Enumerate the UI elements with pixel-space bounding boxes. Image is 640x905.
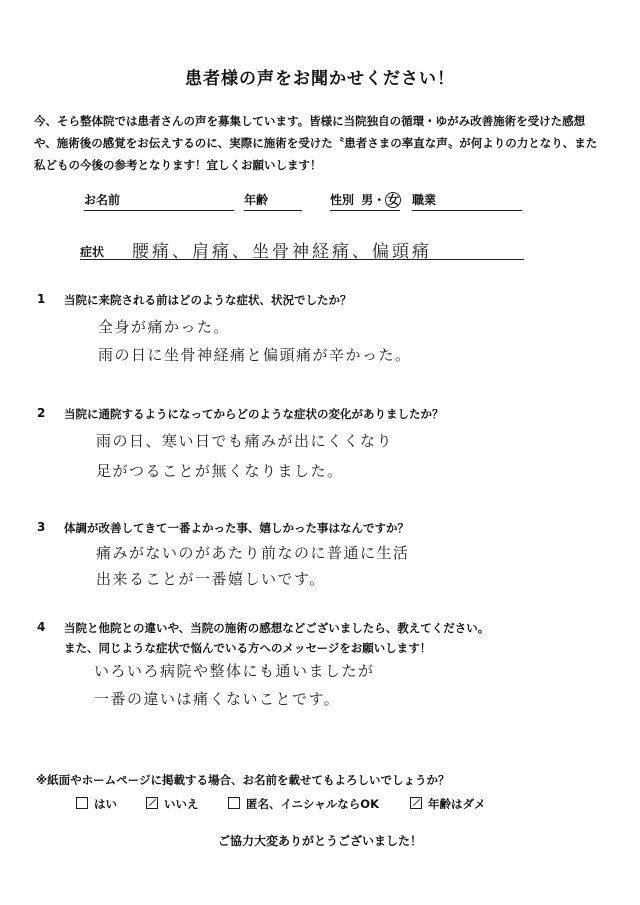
consent-option-age-no-label: 年齢はダメ xyxy=(428,797,486,811)
answer-4-line-1: いろいろ病院や整体にも通いましたが xyxy=(94,662,375,680)
age-field xyxy=(244,191,302,211)
question-4-text-2: また、同じような症状で悩んでいる方へのメッセージをお願いします！ xyxy=(64,641,432,655)
consent-option-anonymous-label: 匿名、イニシャルならOK xyxy=(246,797,379,811)
job-field xyxy=(412,191,522,211)
checkbox-yes[interactable] xyxy=(76,797,88,809)
gender-field: 性別 男・ 女 xyxy=(330,191,400,211)
consent-option-yes[interactable] xyxy=(76,796,117,812)
symptom-label: 症状 xyxy=(80,245,105,259)
question-2-text: 当院に通院するようになってからどのような症状の変化がありましたか？ xyxy=(64,407,444,421)
question-1-text: 当院に来院される前はどのような症状、状況でしたか？ xyxy=(64,293,352,307)
name-label: お名前 xyxy=(84,193,121,207)
consent-option-no-label: いいえ xyxy=(164,797,199,811)
answer-4-line-2: 一番の違いは痛くないことです。 xyxy=(94,690,341,708)
age-label: 年齢 xyxy=(244,193,269,207)
consent-option-age-no[interactable] xyxy=(410,796,486,812)
checkbox-anonymous[interactable] xyxy=(228,797,240,809)
consent-option-no[interactable] xyxy=(146,796,199,812)
answer-3-line-1: 痛みがないのがあたり前なのに普通に生活 xyxy=(96,544,410,562)
question-1-number: 1 xyxy=(37,292,46,306)
symptom-row xyxy=(80,237,524,260)
question-3-number: 3 xyxy=(37,520,46,534)
consent-option-anonymous[interactable] xyxy=(228,796,379,812)
symptom-value: 腰痛、肩痛、坐骨神経痛、偏頭痛 xyxy=(132,242,432,262)
gender-male: 男 xyxy=(361,193,374,207)
question-2-number: 2 xyxy=(37,406,46,420)
job-label: 職業 xyxy=(412,193,437,207)
checkbox-no[interactable] xyxy=(146,797,158,809)
footer-thanks: ご協力大変ありがとうございました！ xyxy=(217,834,422,848)
consent-option-yes-label: はい xyxy=(94,797,117,811)
intro-text: 今、そら整体院では患者さんの声を募集しています。皆様に当院独自の循環・ゆがみ改善施術を受けた感想や、施術後の感覚をお伝えするのに、実際に施術を受けた〝患者さまの率直な声〟が何よりの力となり、また私どもの今後の参考となります！宜しくお願いします！ xyxy=(34,114,598,172)
checkbox-age-no[interactable] xyxy=(410,797,422,809)
question-4-text: 当院と他院との違いや、当院の施術の感想などございましたら、教えてください。 xyxy=(64,621,490,635)
answer-1-line-1: 全身が痛かった。 xyxy=(98,318,231,336)
answer-2-line-1: 雨の日、寒い日でも痛みが出にくくなり xyxy=(96,432,394,450)
question-4-number: 4 xyxy=(37,620,46,634)
answer-1-line-2: 雨の日に坐骨神経痛と偏頭痛が辛かった。 xyxy=(98,346,412,364)
consent-question: ※紙面やホームページに掲載する場合、お名前を載せてもよろしいでしょうか？ xyxy=(36,773,450,787)
page-title: 患者様の声をお聞かせください！ xyxy=(185,69,455,89)
answer-3-line-2: 出来ることが一番嬉しいです。 xyxy=(96,570,326,588)
gender-label: 性別 xyxy=(330,193,355,207)
question-3-text: 体調が改善してきて一番よかった事、嬉しかった事はなんですか？ xyxy=(64,521,409,535)
answer-2-line-2: 足がつることが無くなりました。 xyxy=(96,462,344,480)
name-field xyxy=(84,191,234,211)
gender-female: 女 xyxy=(387,193,400,207)
